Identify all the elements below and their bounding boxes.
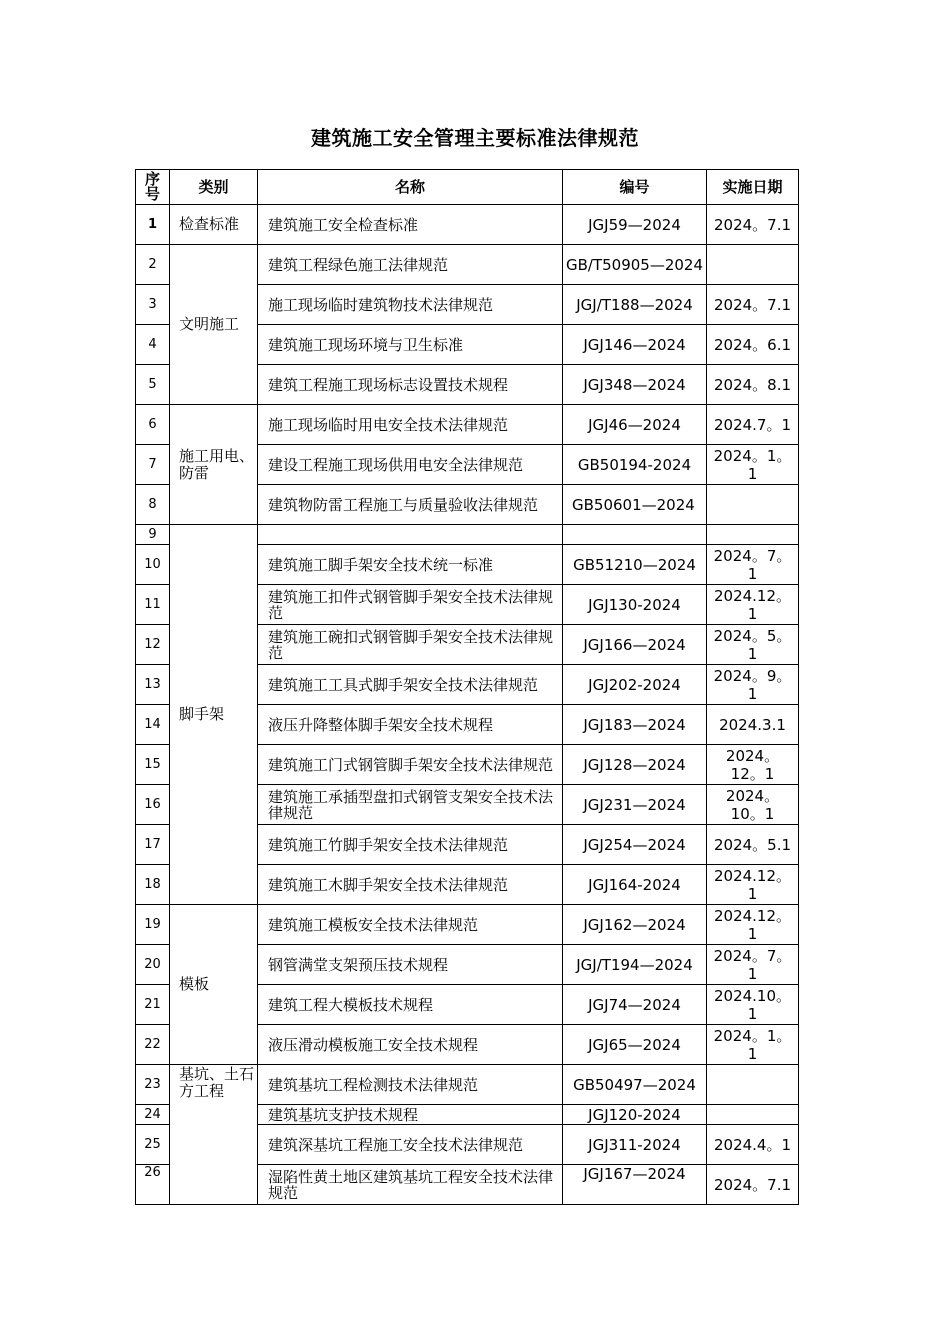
effective-date: 2024.10。1 <box>707 985 799 1025</box>
standard-name: 建筑施工模板安全技术法律规范 <box>258 905 563 945</box>
table-row <box>136 205 799 245</box>
table-row <box>136 1065 799 1105</box>
standard-name: 施工现场临时建筑物技术法律规范 <box>258 285 563 325</box>
row-no: 15 <box>136 745 170 785</box>
row-no: 19 <box>136 905 170 945</box>
table-header-row <box>136 170 799 205</box>
standard-name: 建筑深基坑工程施工安全技术法律规范 <box>258 1125 563 1165</box>
standard-code <box>563 525 707 545</box>
standard-code: JGJ46—2024 <box>563 405 707 445</box>
header-category: 类别 <box>170 170 258 205</box>
effective-date: 2024。7。1 <box>707 545 799 585</box>
standard-code: JGJ231—2024 <box>563 785 707 825</box>
table-row <box>136 525 799 545</box>
row-no: 1 <box>136 205 170 245</box>
standard-name: 建设工程施工现场供用电安全法律规范 <box>258 445 563 485</box>
standard-name: 建筑施工工具式脚手架安全技术法律规范 <box>258 665 563 705</box>
effective-date: 2024。6.1 <box>707 325 799 365</box>
row-no: 18 <box>136 865 170 905</box>
standard-name: 建筑施工现场环境与卫生标准 <box>258 325 563 365</box>
row-no: 23 <box>136 1065 170 1105</box>
standard-code: GB50194-2024 <box>563 445 707 485</box>
standard-name: 建筑基坑支护技术规程 <box>258 1105 563 1125</box>
standard-name: 建筑基坑工程检测技术法律规范 <box>258 1065 563 1105</box>
standard-name: 建筑工程大模板技术规程 <box>258 985 563 1025</box>
effective-date <box>707 1105 799 1125</box>
row-no: 10 <box>136 545 170 585</box>
standard-name: 建筑工程绿色施工法律规范 <box>258 245 563 285</box>
category-cell: 基坑、土石方工程 <box>170 1065 258 1205</box>
row-no: 4 <box>136 325 170 365</box>
table-row <box>136 245 799 285</box>
category-cell: 施工用电、防雷 <box>170 405 258 525</box>
standard-code: JGJ146—2024 <box>563 325 707 365</box>
header-code: 编号 <box>563 170 707 205</box>
row-no: 9 <box>136 525 170 545</box>
effective-date: 2024。1。1 <box>707 445 799 485</box>
row-no: 25 <box>136 1125 170 1165</box>
category-cell: 模板 <box>170 905 258 1065</box>
standard-name: 建筑工程施工现场标志设置技术规程 <box>258 365 563 405</box>
standard-code: JGJ166—2024 <box>563 625 707 665</box>
standard-code: JGJ/T188—2024 <box>563 285 707 325</box>
standard-code: JGJ162—2024 <box>563 905 707 945</box>
effective-date <box>707 485 799 525</box>
row-no: 8 <box>136 485 170 525</box>
category-cell: 文明施工 <box>170 245 258 405</box>
effective-date: 2024。8.1 <box>707 365 799 405</box>
effective-date: 2024。5。1 <box>707 625 799 665</box>
standard-code: JGJ311-2024 <box>563 1125 707 1165</box>
standard-name: 建筑物防雷工程施工与质量验收法律规范 <box>258 485 563 525</box>
effective-date: 2024。7.1 <box>707 205 799 245</box>
effective-date: 2024。7。1 <box>707 945 799 985</box>
row-no: 22 <box>136 1025 170 1065</box>
standard-code: JGJ120-2024 <box>563 1105 707 1125</box>
row-no: 6 <box>136 405 170 445</box>
effective-date: 2024。9。1 <box>707 665 799 705</box>
row-no: 20 <box>136 945 170 985</box>
row-no: 12 <box>136 625 170 665</box>
standard-name: 建筑施工脚手架安全技术统一标准 <box>258 545 563 585</box>
table-row <box>136 405 799 445</box>
standard-code: JGJ130-2024 <box>563 585 707 625</box>
standard-name: 建筑施工承插型盘扣式钢管支架安全技术法律规范 <box>258 785 563 825</box>
standard-code: GB51210—2024 <box>563 545 707 585</box>
standard-name: 建筑施工安全检查标准 <box>258 205 563 245</box>
standard-code: JGJ183—2024 <box>563 705 707 745</box>
row-no: 3 <box>136 285 170 325</box>
effective-date: 2024.12。1 <box>707 905 799 945</box>
effective-date: 2024。10。1 <box>707 785 799 825</box>
standard-name: 建筑施工碗扣式钢管脚手架安全技术法律规范 <box>258 625 563 665</box>
row-no: 14 <box>136 705 170 745</box>
standard-name: 施工现场临时用电安全技术法律规范 <box>258 405 563 445</box>
standard-name: 建筑施工竹脚手架安全技术法律规范 <box>258 825 563 865</box>
effective-date: 2024.7。1 <box>707 405 799 445</box>
row-no: 21 <box>136 985 170 1025</box>
effective-date: 2024。1。1 <box>707 1025 799 1065</box>
effective-date: 2024。7.1 <box>707 1165 799 1205</box>
standard-name: 湿陷性黄土地区建筑基坑工程安全技术法律规范 <box>258 1165 563 1205</box>
standard-code: JGJ59—2024 <box>563 205 707 245</box>
effective-date: 2024.12。1 <box>707 865 799 905</box>
standard-code: JGJ348—2024 <box>563 365 707 405</box>
standard-code: GB50497—2024 <box>563 1065 707 1105</box>
standard-name: 液压滑动模板施工安全技术规程 <box>258 1025 563 1065</box>
document-title: 建筑施工安全管理主要标准法律规范 <box>311 126 639 150</box>
standard-code: JGJ128—2024 <box>563 745 707 785</box>
category-cell: 检查标准 <box>170 205 258 245</box>
effective-date: 2024。7.1 <box>707 285 799 325</box>
table-row <box>136 905 799 945</box>
standard-name <box>258 525 563 545</box>
effective-date <box>707 245 799 285</box>
effective-date: 2024。12。1 <box>707 745 799 785</box>
standard-name: 建筑施工门式钢管脚手架安全技术法律规范 <box>258 745 563 785</box>
header-name: 名称 <box>258 170 563 205</box>
effective-date <box>707 1065 799 1105</box>
standard-code: JGJ254—2024 <box>563 825 707 865</box>
row-no: 24 <box>136 1105 170 1125</box>
standard-code: GB/T50905—2024 <box>563 245 707 285</box>
header-no: 序号 <box>136 170 170 205</box>
standard-code: GB50601—2024 <box>563 485 707 525</box>
row-no: 17 <box>136 825 170 865</box>
standard-code: JGJ164-2024 <box>563 865 707 905</box>
effective-date <box>707 525 799 545</box>
row-no: 26 <box>136 1165 170 1205</box>
effective-date: 2024.12。1 <box>707 585 799 625</box>
row-no: 13 <box>136 665 170 705</box>
standard-name: 液压升降整体脚手架安全技术规程 <box>258 705 563 745</box>
effective-date: 2024.4。1 <box>707 1125 799 1165</box>
standard-code: JGJ65—2024 <box>563 1025 707 1065</box>
row-no: 11 <box>136 585 170 625</box>
row-no: 2 <box>136 245 170 285</box>
row-no: 5 <box>136 365 170 405</box>
standard-code: JGJ74—2024 <box>563 985 707 1025</box>
standards-table <box>135 169 799 1205</box>
standard-name: 建筑施工木脚手架安全技术法律规范 <box>258 865 563 905</box>
effective-date: 2024。5.1 <box>707 825 799 865</box>
effective-date: 2024.3.1 <box>707 705 799 745</box>
standard-code: JGJ167—2024 <box>563 1165 707 1205</box>
header-date: 实施日期 <box>707 170 799 205</box>
standard-name: 建筑施工扣件式钢管脚手架安全技术法律规范 <box>258 585 563 625</box>
standard-code: JGJ202-2024 <box>563 665 707 705</box>
standard-name: 钢管满堂支架预压技术规程 <box>258 945 563 985</box>
row-no: 7 <box>136 445 170 485</box>
category-cell: 脚手架 <box>170 525 258 905</box>
row-no: 16 <box>136 785 170 825</box>
standard-code: JGJ/T194—2024 <box>563 945 707 985</box>
